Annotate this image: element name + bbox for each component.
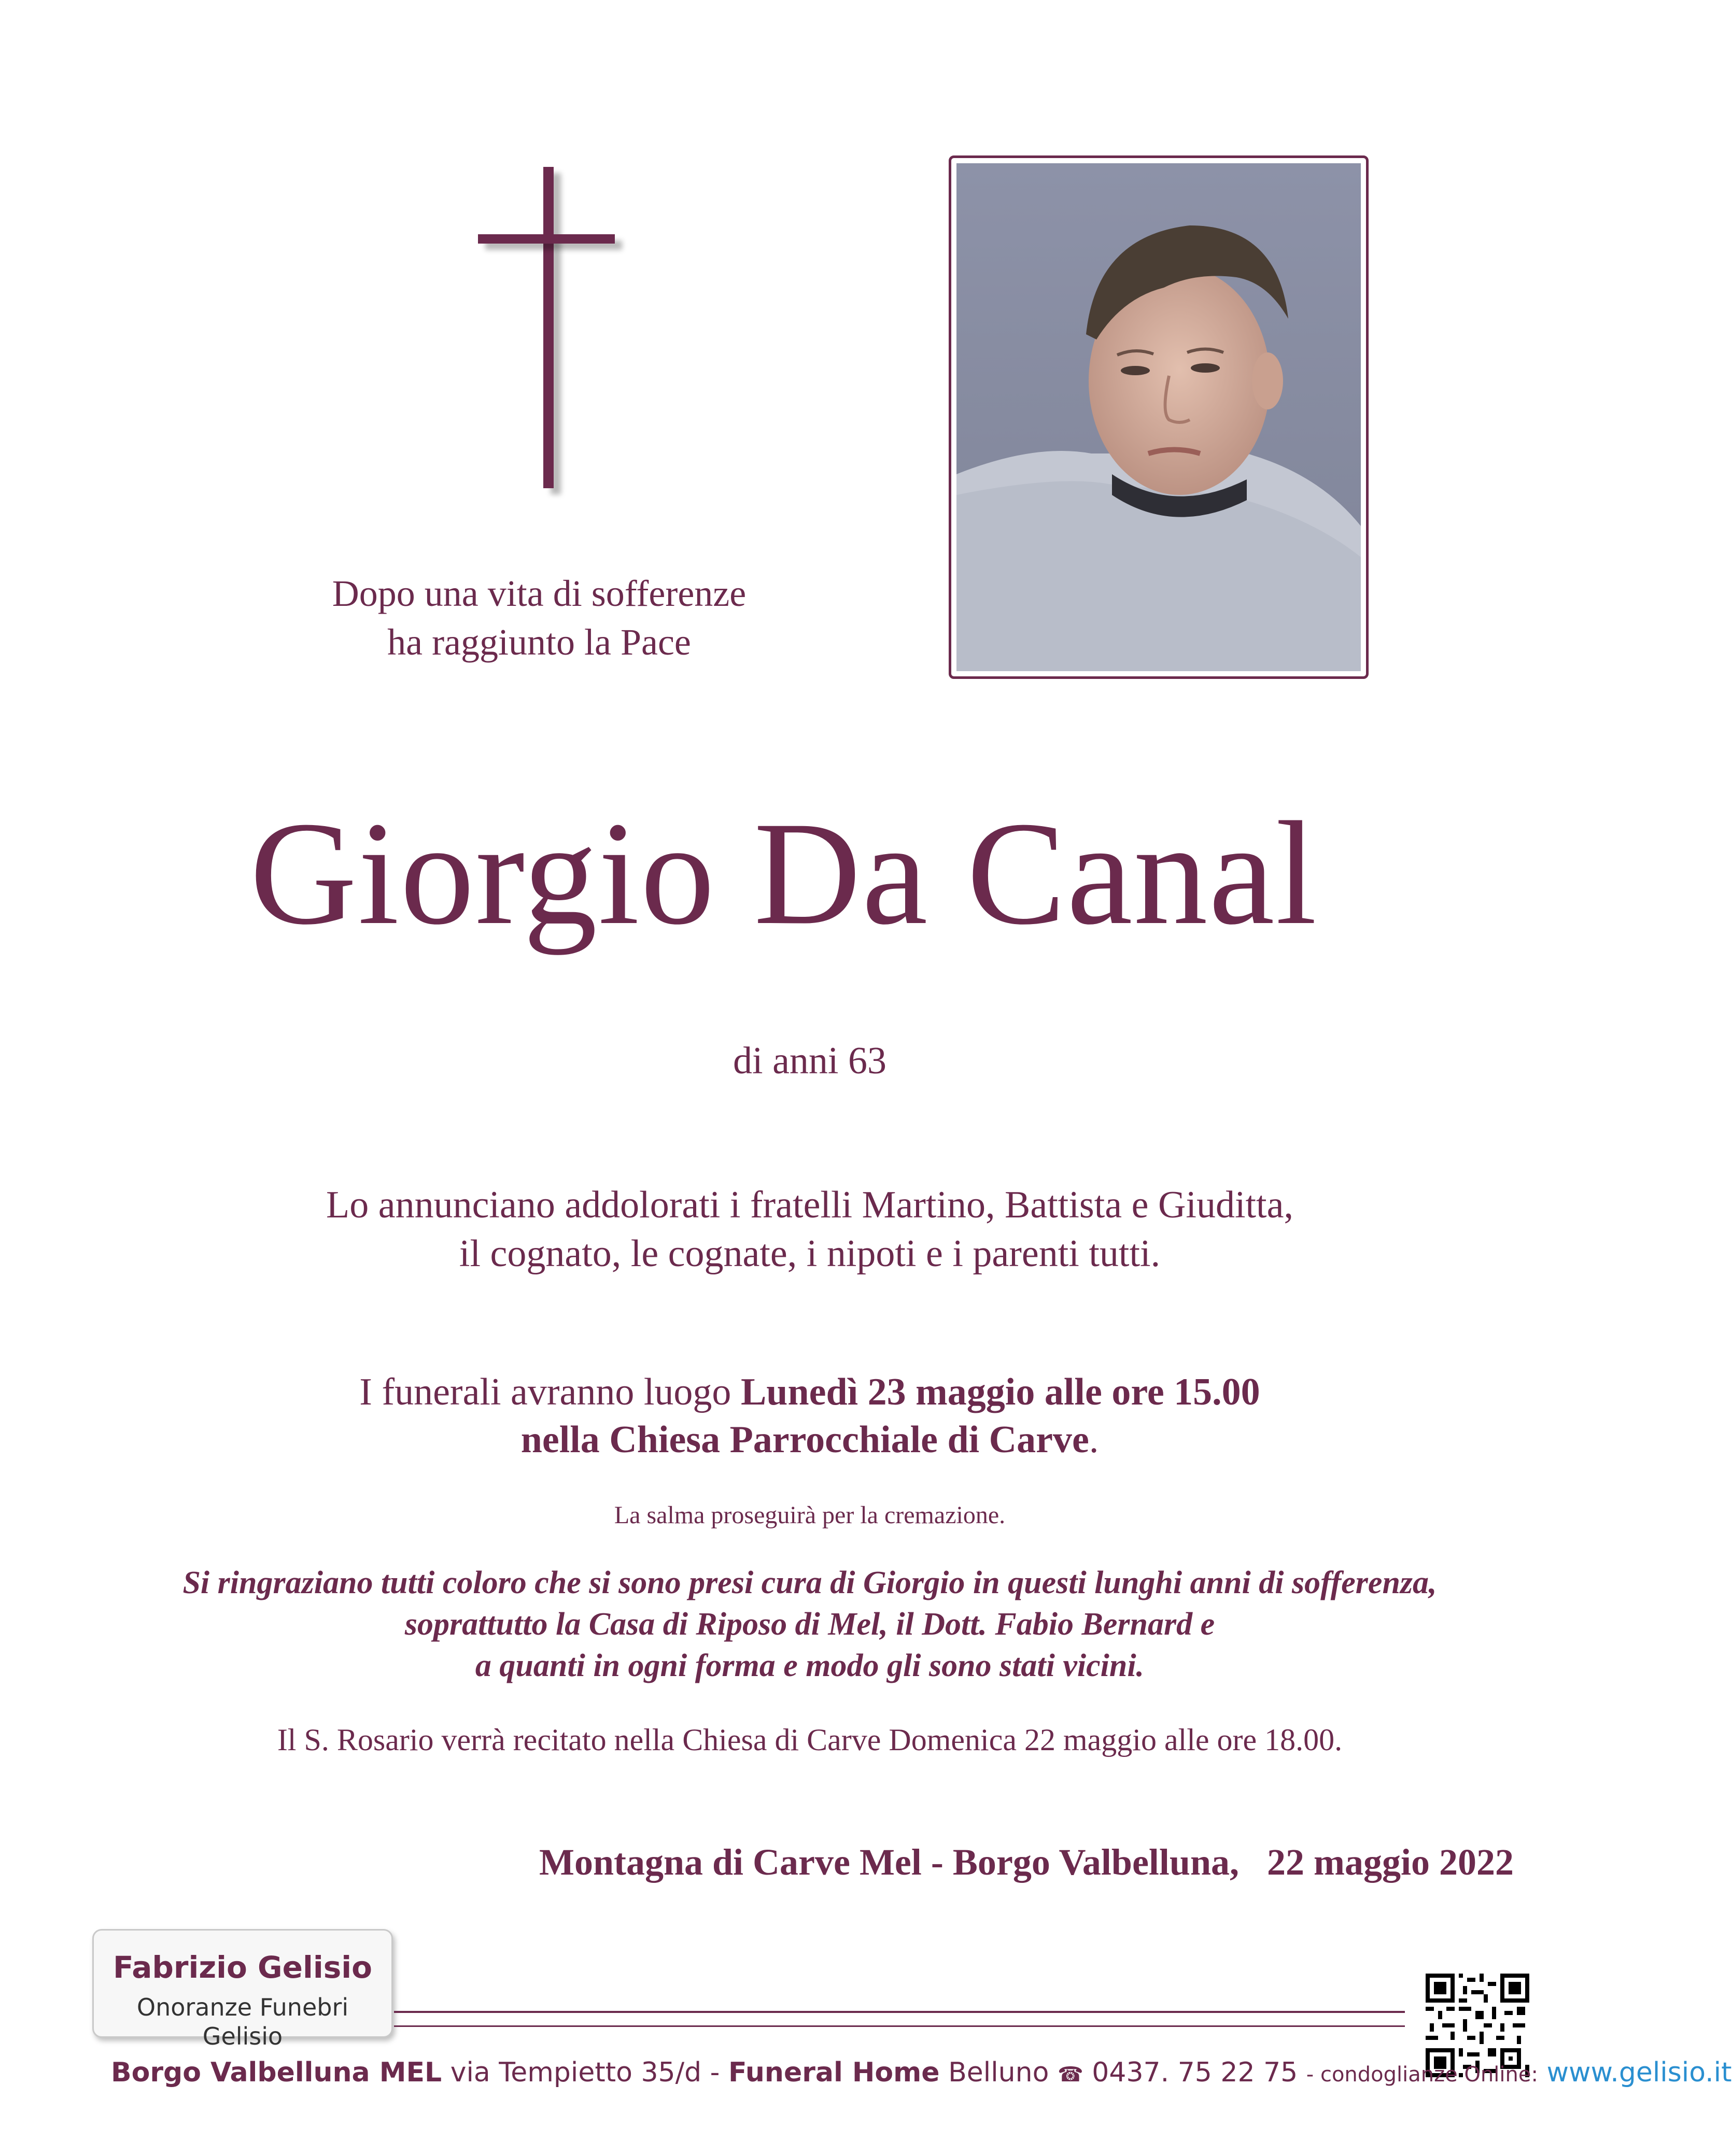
footer-phone[interactable]: 0437. 75 22 75 — [1092, 2057, 1298, 2088]
qr-code-graphic — [1426, 1974, 1529, 2077]
footer-divider-thin — [394, 2025, 1405, 2027]
funeral-where: nella Chiesa Parrocchiale di Carve — [520, 1419, 1089, 1461]
quote-line-1: Dopo una vita di sofferenze — [332, 573, 747, 614]
cross-icon-bar — [478, 234, 615, 244]
quote-line-2: ha raggiunto la Pace — [387, 621, 691, 663]
thanks-line-3: a quanti in ogni forma e modo gli sono stati vicini. — [475, 1648, 1145, 1683]
cross-icon — [543, 167, 554, 488]
announcement — [0, 1181, 1620, 1278]
funeral-line-2 — [0, 1416, 1620, 1464]
cremation-note: La salma proseguirà per la cremazione. — [614, 1501, 1006, 1529]
announce-line-1: Lo annunciano addolorati i fratelli Martino, Battista e Giuditta, — [326, 1184, 1293, 1226]
footer-condolences: - condoglianze Online: — [1306, 2063, 1538, 2087]
footer-contact — [111, 2054, 1732, 2093]
portrait-image — [956, 163, 1361, 671]
funeral-end: . — [1089, 1419, 1099, 1461]
place-date: Montagna di Carve Mel - Borgo Valbelluna, 22 maggio 2022 — [539, 1841, 1514, 1883]
memorial-quote — [218, 569, 861, 666]
rosary-note: Il S. Rosario verrà recitato nella Chiesa di Carve Domenica 22 maggio alle ore 18.00. — [277, 1723, 1343, 1757]
age-text: di anni 63 — [733, 1040, 886, 1082]
phone-icon: ☎ — [1057, 2063, 1083, 2087]
footer-address: via Tempietto 35/d - — [450, 2057, 728, 2088]
deceased-name: Giorgio Da Canal — [249, 791, 1318, 955]
thanks-line-1: Si ringraziano tutti coloro che si sono presi cura di Giorgio in questi lunghi anni di sofferenza, — [182, 1565, 1437, 1600]
qr-code-icon[interactable] — [1426, 1974, 1529, 2077]
website-link[interactable]: www.gelisio.it — [1546, 2057, 1732, 2088]
logo-title: Fabrizio Gelisio — [113, 1950, 372, 1985]
footer-town: Borgo Valbelluna MEL — [111, 2057, 442, 2088]
logo-subtitle: Onoranze Funebri Gelisio — [136, 1993, 349, 2050]
footer-funeral-home: Funeral Home — [728, 2057, 940, 2088]
portrait-photo — [949, 155, 1369, 679]
funeral-line-1 — [0, 1368, 1620, 1416]
funeral-info — [0, 1368, 1620, 1464]
funeral-when: Lunedì 23 maggio alle ore 15.00 — [740, 1371, 1260, 1413]
footer-divider — [394, 2011, 1405, 2013]
funeral-home-logo — [92, 1929, 393, 2050]
thanks-line-2: soprattutto la Casa di Riposo di Mel, il Dott. Fabio Bernard e — [404, 1607, 1215, 1642]
thanks-text — [52, 1562, 1568, 1686]
funeral-prefix: I funerali avranno luogo — [359, 1371, 741, 1413]
footer-city: Belluno — [948, 2057, 1049, 2088]
announce-line-2: il cognato, le cognate, i nipoti e i parenti tutti. — [459, 1232, 1161, 1275]
